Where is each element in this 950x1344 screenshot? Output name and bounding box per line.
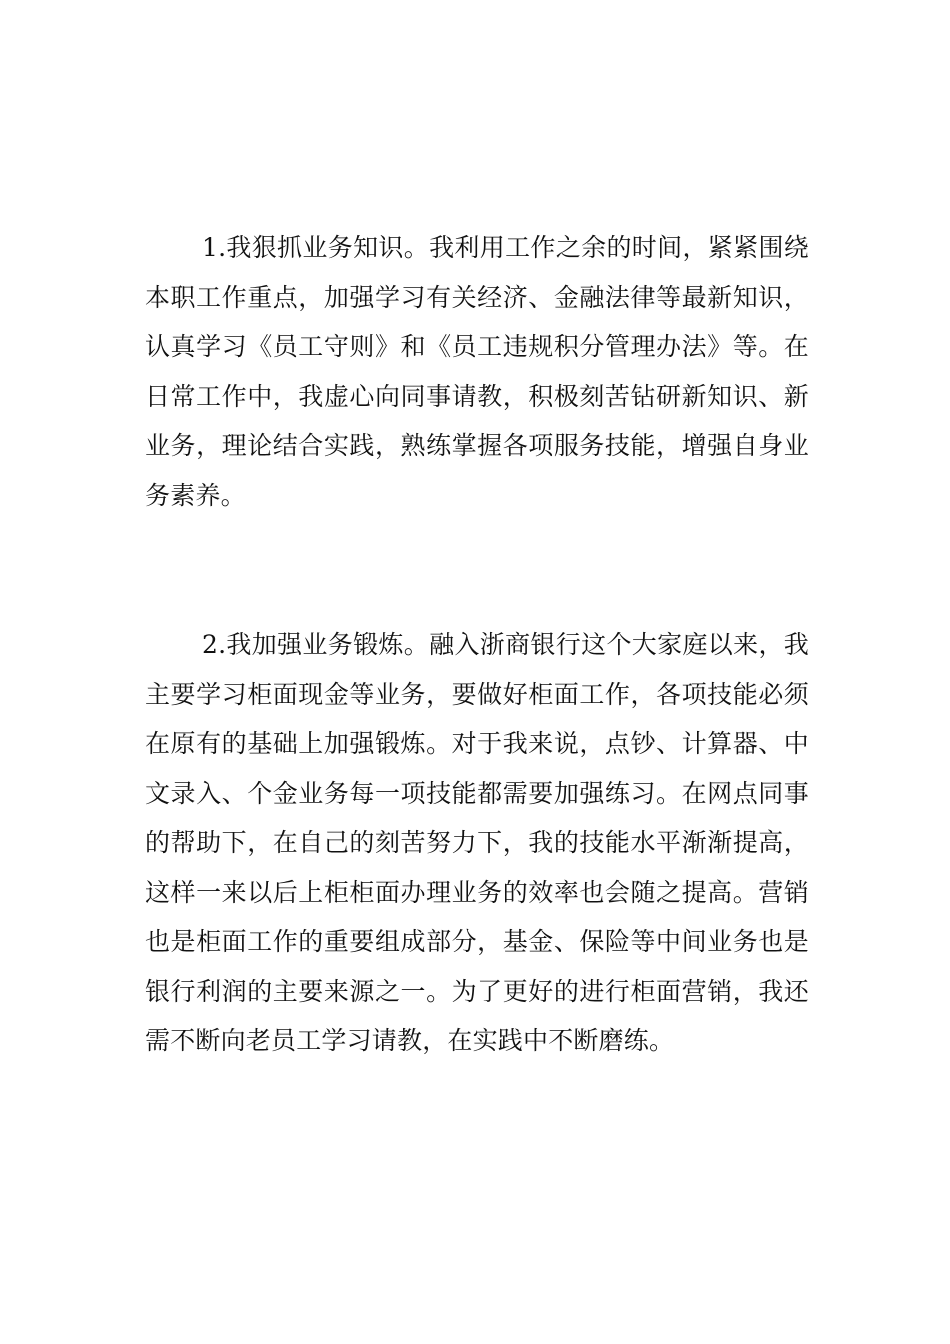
paragraph-1: 1.我狠抓业务知识。我利用工作之余的时间，紧紧围绕本职工作重点，加强学习有关经济、金融法律等最新知识，认真学习《员工守则》和《员工违规积分管理办法》等。在日常工作中，我虚心向同事请教，积极刻苦钻研新知识、新业务，理论结合实践，熟练掌握各项服务技能，增强自身业务素养。 — [145, 233, 809, 510]
paragraph-2: 2.我加强业务锻炼。融入浙商银行这个大家庭以来，我主要学习柜面现金等业务，要做好柜面工作，各项技能必须在原有的基础上加强锻炼。对于我来说，点钞、计算器、中文录入、个金业务每一项技能都需要加强练习。在网点同事的帮助下，在自己的刻苦努力下，我的技能水平渐渐提高，这样一来以后上柜柜面办理业务的效率也会随之提高。营销也是柜面工作的重要组成部分，基金、保险等中间业务也是银行利润的主要来源之一。为了更好的进行柜面营销，我还需不断向老员工学习请教，在实践中不断磨练。 — [145, 630, 809, 1055]
